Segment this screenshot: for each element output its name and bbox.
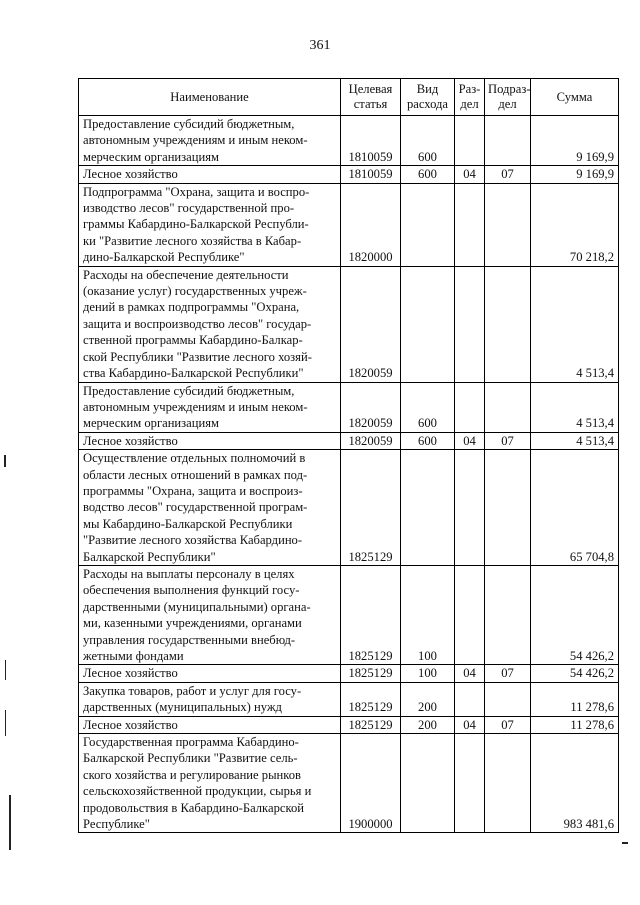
expense-type-cell (401, 450, 455, 566)
expense-type-cell: 200 (401, 716, 455, 733)
row-name-cell: Лесное хозяйство (79, 716, 341, 733)
subsection-cell (485, 450, 531, 566)
row-name-cell: Государственная программа Кабардино- Балкарской Республики "Развитие сель- ского хозяйства и регулирование рынков сельскохозяйственной продукции, сырья и продовольствия в Кабардино-Балкарской Республике" (79, 734, 341, 833)
expense-type-cell: 100 (401, 565, 455, 664)
header-sum: Сумма (531, 79, 619, 116)
target-article-cell: 1810059 (341, 116, 401, 166)
section-cell: 04 (455, 166, 485, 183)
sum-cell: 11 278,6 (531, 682, 619, 716)
table-row (79, 116, 619, 166)
subsection-cell (485, 682, 531, 716)
table-row (79, 682, 619, 716)
row-name-cell: Расходы на выплаты персоналу в целях обеспечения выполнения функций госу- дарственными (муниципальными) органа- ми, казенными учреждениями, органами управления государственными внебюд- жетными фондами (79, 565, 341, 664)
row-name-cell: Лесное хозяйство (79, 665, 341, 682)
section-cell (455, 734, 485, 833)
row-name-cell: Лесное хозяйство (79, 432, 341, 449)
row-name-cell: Закупка товаров, работ и услуг для госу- дарственных (муниципальных) нужд (79, 682, 341, 716)
section-cell (455, 565, 485, 664)
subsection-cell: 07 (485, 716, 531, 733)
scan-mark (9, 795, 11, 850)
section-cell (455, 450, 485, 566)
section-cell: 04 (455, 716, 485, 733)
table-row (79, 183, 619, 266)
header-target-article: Целевая статья (341, 79, 401, 116)
table-header-row (79, 79, 619, 116)
expense-type-cell: 600 (401, 432, 455, 449)
section-cell (455, 682, 485, 716)
table-row (79, 665, 619, 682)
expense-type-cell (401, 266, 455, 382)
budget-table (78, 78, 619, 833)
target-article-cell: 1820059 (341, 266, 401, 382)
subsection-cell: 07 (485, 665, 531, 682)
subsection-cell: 07 (485, 432, 531, 449)
target-article-cell: 1820059 (341, 432, 401, 449)
subsection-cell (485, 116, 531, 166)
target-article-cell: 1820059 (341, 382, 401, 432)
table-row (79, 382, 619, 432)
target-article-cell: 1825129 (341, 450, 401, 566)
section-cell (455, 183, 485, 266)
row-name-cell: Предоставление субсидий бюджетным, автономным учреждениям и иным неком- мерческим организациям (79, 382, 341, 432)
row-name-cell: Расходы на обеспечение деятельности (оказание услуг) государственных учреж- дений в рамках подпрограммы "Охрана, защита и воспроизводство лесов" государ- ственной программы Кабардино-Балкар- ской Республики "Развитие лесного хозяй- ства Кабардино-Балкарской Республики" (79, 266, 341, 382)
table-row (79, 565, 619, 664)
subsection-cell: 07 (485, 166, 531, 183)
section-cell: 04 (455, 665, 485, 682)
table-row (79, 450, 619, 566)
subsection-cell (485, 565, 531, 664)
sum-cell: 65 704,8 (531, 450, 619, 566)
section-cell: 04 (455, 432, 485, 449)
section-cell (455, 382, 485, 432)
table-row (79, 432, 619, 449)
sum-cell: 70 218,2 (531, 183, 619, 266)
sum-cell: 54 426,2 (531, 665, 619, 682)
target-article-cell: 1825129 (341, 716, 401, 733)
subsection-cell (485, 734, 531, 833)
subsection-cell (485, 183, 531, 266)
table-row (79, 266, 619, 382)
expense-type-cell (401, 734, 455, 833)
page-number: 361 (309, 38, 331, 53)
scan-mark (622, 842, 628, 844)
target-article-cell: 1825129 (341, 682, 401, 716)
target-article-cell: 1825129 (341, 565, 401, 664)
expense-type-cell: 100 (401, 665, 455, 682)
expense-type-cell: 200 (401, 682, 455, 716)
table-row (79, 166, 619, 183)
target-article-cell: 1900000 (341, 734, 401, 833)
row-name-cell: Лесное хозяйство (79, 166, 341, 183)
subsection-cell (485, 266, 531, 382)
section-cell (455, 116, 485, 166)
expense-type-cell: 600 (401, 382, 455, 432)
sum-cell: 11 278,6 (531, 716, 619, 733)
row-name-cell: Предоставление субсидий бюджетным, автономным учреждениям и иным неком- мерческим организациям (79, 116, 341, 166)
sum-cell: 4 513,4 (531, 432, 619, 449)
table-row (79, 716, 619, 733)
header-subsection: Подраз- дел (485, 79, 531, 116)
sum-cell: 9 169,9 (531, 166, 619, 183)
expense-type-cell (401, 183, 455, 266)
sum-cell: 4 513,4 (531, 266, 619, 382)
sum-cell: 4 513,4 (531, 382, 619, 432)
subsection-cell (485, 382, 531, 432)
header-section: Раз- дел (455, 79, 485, 116)
sum-cell: 54 426,2 (531, 565, 619, 664)
target-article-cell: 1825129 (341, 665, 401, 682)
expense-type-cell: 600 (401, 116, 455, 166)
sum-cell: 983 481,6 (531, 734, 619, 833)
scan-mark (4, 455, 6, 467)
table-row (79, 734, 619, 833)
scan-mark (5, 660, 6, 680)
header-expense-type: Вид расхода (401, 79, 455, 116)
target-article-cell: 1820000 (341, 183, 401, 266)
sum-cell: 9 169,9 (531, 116, 619, 166)
section-cell (455, 266, 485, 382)
header-name: Наименование (79, 79, 341, 116)
scan-mark (5, 710, 6, 736)
expense-type-cell: 600 (401, 166, 455, 183)
target-article-cell: 1810059 (341, 166, 401, 183)
row-name-cell: Подпрограмма "Охрана, защита и воспро- изводство лесов" государственной про- граммы Кабардино-Балкарской Республи- ки "Развитие лесного хозяйства в Кабар- дино-Балкарской Республике" (79, 183, 341, 266)
row-name-cell: Осуществление отдельных полномочий в области лесных отношений в рамках под- программы "Охрана, защита и воспроиз- водство лесов" государственной програм- мы Кабардино-Балкарской Республики "Развитие лесного хозяйства Кабардино- Балкарской Республики" (79, 450, 341, 566)
